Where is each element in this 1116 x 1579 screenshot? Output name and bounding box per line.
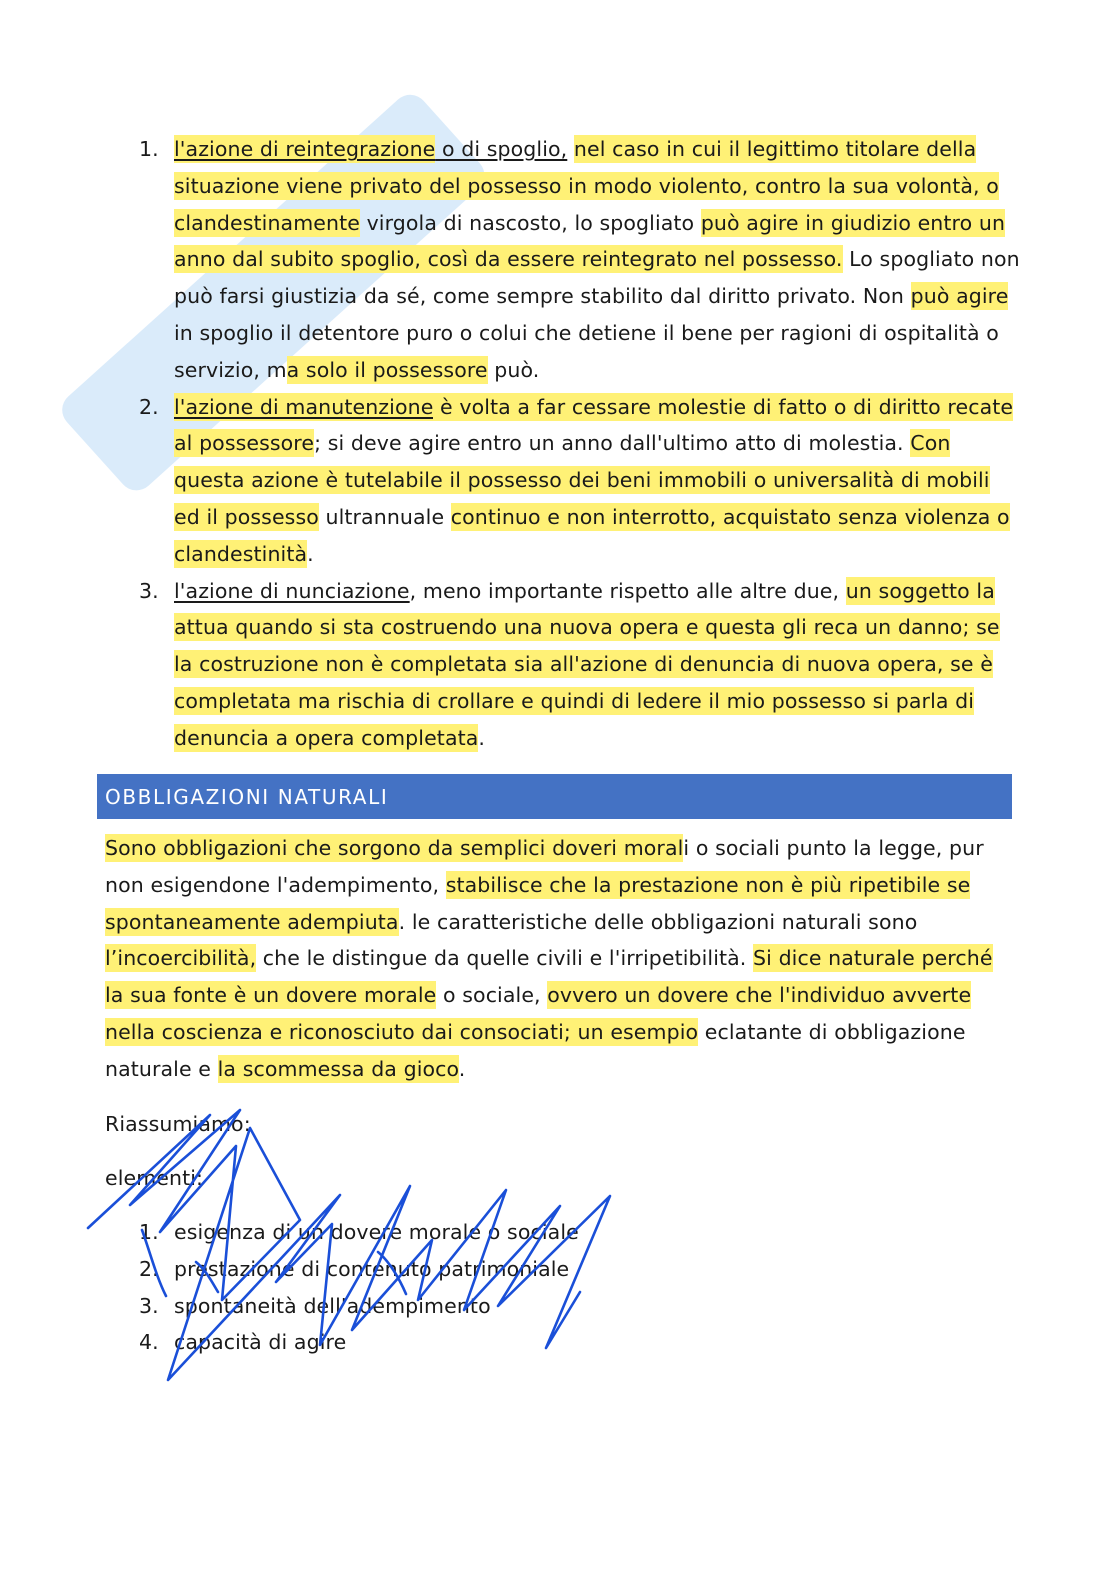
body-text: che le distingue da quelle civili e l'irripetibilità. bbox=[256, 946, 754, 971]
body-text: ; si deve agire entro un anno dall'ultimo atto di molestia. bbox=[314, 431, 911, 456]
remedy-list-item bbox=[0, 131, 1116, 389]
highlighted-text: l’incoercibilità, bbox=[105, 946, 257, 971]
highlighted-text: nel caso in cui il legittimo titolare della situazione viene privato del possesso in modo violento, contro la sua volontà, o clandestinamente bbox=[174, 137, 999, 235]
body-text: . le caratteristiche delle obbligazioni naturali sono bbox=[398, 909, 918, 934]
highlighted-text: un soggetto la attua quando si sta costruendo una nuova opera e questa gli reca un danno; se la costruzione non è completata sia all'azione di denuncia di nuova opera, se è completata ma rischia di crollare e quindi di ledere il mio possesso si parla di denuncia a opera completata bbox=[174, 578, 1000, 750]
highlighted-text: l'azione di manutenzione bbox=[174, 394, 434, 419]
element-text: capacità di agire bbox=[174, 1330, 347, 1355]
summary-heading: Riassumiamo: bbox=[105, 1112, 251, 1136]
highlighted-text: l'azione di reintegrazione bbox=[174, 137, 436, 161]
highlighted-text: Si dice naturale perché la sua fonte è un dovere morale bbox=[105, 946, 993, 1008]
highlighted-text: stabilisce che la prestazione non è più ripetibile se spontaneamente adempiuta bbox=[105, 872, 971, 934]
highlighted-text: a solo il possessore bbox=[286, 357, 488, 382]
body-text: l'azione di nunciazione bbox=[174, 578, 410, 603]
body-text: i o sociali punto la legge, pur non esigendone l'adempimento, bbox=[105, 836, 984, 897]
highlighted-text: ovvero un dovere che l'individuo avverte nella coscienza e riconosciuto dai consociati; un esempio bbox=[105, 983, 972, 1044]
list-number: 2. bbox=[139, 394, 159, 419]
remedy-list-item bbox=[0, 389, 1116, 573]
body-text: ultrannuale bbox=[318, 504, 451, 529]
elements-heading: elementi: bbox=[105, 1166, 204, 1190]
body-text: può. bbox=[487, 357, 540, 382]
natural-obligations-paragraph bbox=[105, 830, 1010, 1088]
highlighted-text: Sono obbligazioni che sorgono da semplici doveri moral bbox=[105, 836, 684, 860]
elements-list bbox=[0, 1214, 1116, 1361]
remedy-list-item bbox=[0, 573, 1116, 757]
list-number: 3. bbox=[139, 1293, 159, 1318]
element-text: esigenza di un dovere morale o sociale bbox=[174, 1220, 579, 1244]
body-text: virgola di nascosto, lo spogliato bbox=[359, 210, 701, 235]
element-list-item bbox=[0, 1214, 1116, 1251]
body-text: . bbox=[478, 725, 486, 750]
highlighted-text: Con questa azione è tutelabile il possesso dei beni immobili o universalità di mobili ed il possesso bbox=[174, 431, 990, 529]
body-text: , meno importante rispetto alle altre due, bbox=[409, 578, 846, 603]
highlighted-text: è volta a far cessare molestie di fatto o di diritto recate al possessore bbox=[174, 394, 1014, 456]
body-text: in spoglio il detentore puro o colui che detiene il bene per ragioni di ospitalità o servizio, m bbox=[174, 320, 999, 382]
highlighted-text: può agire in giudizio entro un anno dal subito spoglio, così da essere reintegrato nel possesso. bbox=[174, 210, 1006, 272]
list-number: 2. bbox=[139, 1256, 159, 1281]
section-title: OBBLIGAZIONI NATURALI bbox=[105, 784, 389, 809]
body-text: . bbox=[307, 541, 314, 566]
highlighted-text: la scommessa da gioco bbox=[217, 1056, 459, 1081]
body-text bbox=[567, 137, 574, 161]
element-list-item bbox=[0, 1288, 1116, 1325]
element-list-item bbox=[0, 1324, 1116, 1361]
highlighted-text: continuo e non interrotto, acquistato senza violenza o clandestinità bbox=[174, 504, 1010, 566]
list-number: 3. bbox=[139, 578, 159, 603]
element-list-item bbox=[0, 1251, 1116, 1288]
list-number: 4. bbox=[139, 1330, 159, 1355]
body-text: o sociale, bbox=[436, 983, 548, 1008]
list-number: 1. bbox=[139, 1220, 159, 1244]
list-number: 1. bbox=[139, 137, 159, 161]
body-text: . bbox=[458, 1056, 466, 1081]
remedies-list bbox=[0, 131, 1116, 757]
body-text: Lo spogliato non può farsi giustizia da sé, come sempre stabilito dal diritto privato. Non bbox=[174, 247, 1020, 309]
element-text: spontaneità dell'adempimento bbox=[174, 1293, 491, 1318]
section-header bbox=[97, 774, 1012, 819]
body-text: o di spoglio, bbox=[435, 137, 568, 161]
highlighted-text: può agire bbox=[910, 284, 1009, 309]
element-text: prestazione di contenuto patrimoniale bbox=[174, 1256, 570, 1281]
body-text: eclatante di obbligazione naturale e bbox=[105, 1019, 966, 1081]
